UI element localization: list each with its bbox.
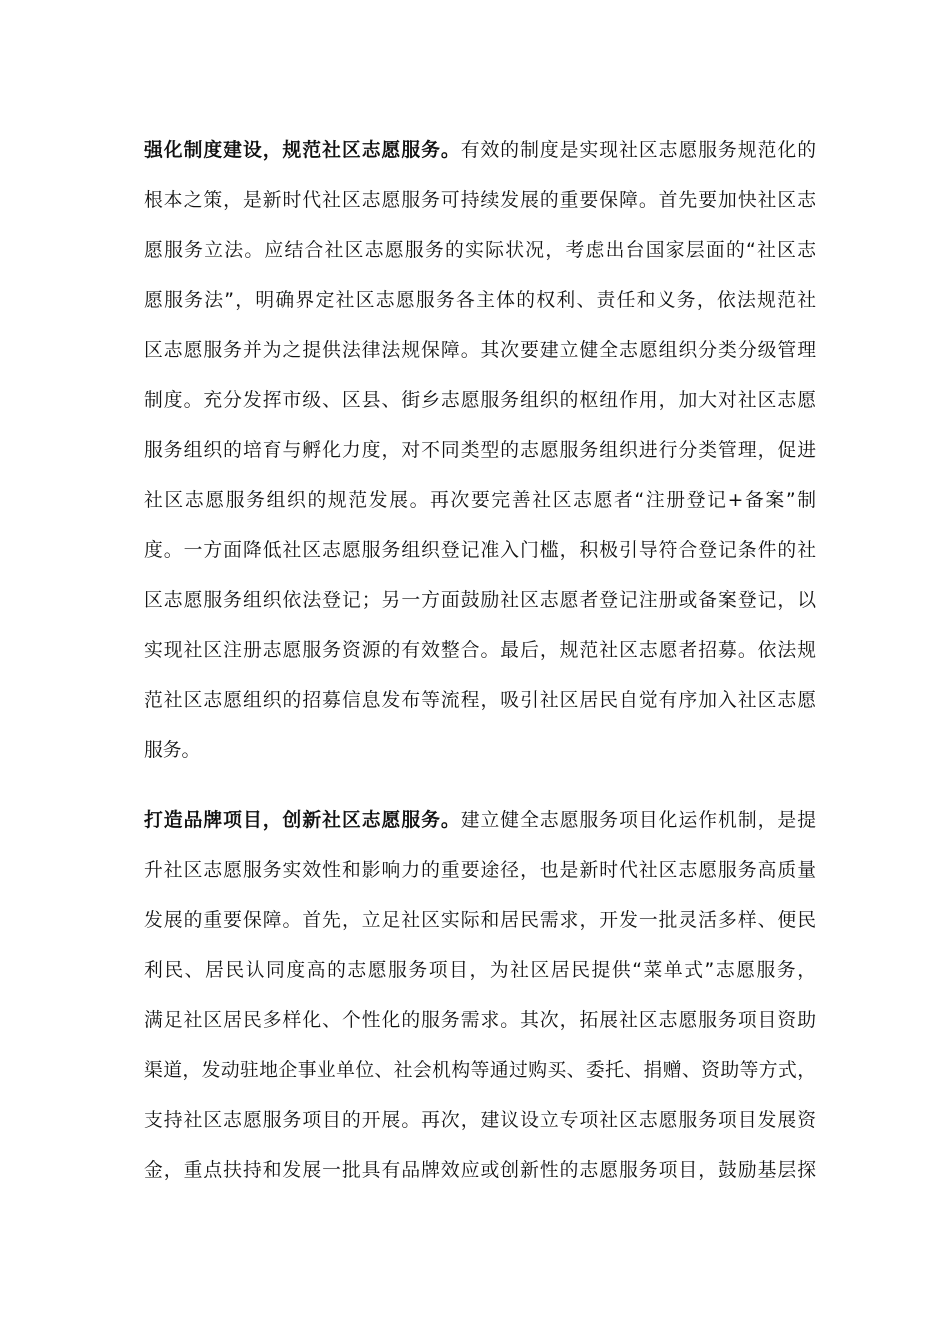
paragraph-line: 满足社区居民多样化、个性化的服务需求。其次，拓展社区志愿服务项目资助 xyxy=(144,1010,816,1031)
paragraph-line: 实现社区注册志愿服务资源的有效整合。最后，规范社区志愿者招募。依法规 xyxy=(144,640,816,661)
paragraph-line: 根本之策，是新时代社区志愿服务可持续发展的重要保障。首先要加快社区志 xyxy=(144,190,816,211)
paragraph-line: 度。一方面降低社区志愿服务组织登记准入门槛，积极引导符合登记条件的社 xyxy=(144,540,816,561)
paragraph-line: 区志愿服务并为之提供法律法规保障。其次要建立健全志愿组织分类分级管理 xyxy=(144,340,816,361)
paragraph-heading: 打造品牌项目，创新社区志愿服务。 xyxy=(144,810,461,831)
paragraph-text: 建立健全志愿服务项目化运作机制，是提 xyxy=(460,810,817,831)
paragraph-last-line: 服务。 xyxy=(144,740,201,761)
paragraph-line: 利民、居民认同度高的志愿服务项目，为社区居民提供“菜单式”志愿服务， xyxy=(144,960,816,981)
paragraph-heading: 强化制度建设，规范社区志愿服务。 xyxy=(144,140,461,161)
paragraph-institutional-building xyxy=(144,126,816,776)
paragraph-line: 支持社区志愿服务项目的开展。再次，建议设立专项社区志愿服务项目发展资 xyxy=(144,1110,816,1131)
paragraph-line: 愿服务法”，明确界定社区志愿服务各主体的权利、责任和义务，依法规范社 xyxy=(144,290,816,311)
paragraph-line: 制度。充分发挥市级、区县、街乡志愿服务组织的枢纽作用，加大对社区志愿 xyxy=(144,390,816,411)
paragraph-line: 区志愿服务组织依法登记；另一方面鼓励社区志愿者登记注册或备案登记，以 xyxy=(144,590,816,611)
paragraph-first-line xyxy=(144,126,816,176)
paragraph-line: 金，重点扶持和发展一批具有品牌效应或创新性的志愿服务项目，鼓励基层探 xyxy=(144,1160,816,1181)
paragraph-line: 范社区志愿组织的招募信息发布等流程，吸引社区居民自觉有序加入社区志愿 xyxy=(144,690,816,711)
paragraph-first-line xyxy=(144,796,816,846)
paragraph-brand-projects xyxy=(144,796,816,1196)
paragraph-line: 渠道，发动驻地企事业单位、社会机构等通过购买、委托、捐赠、资助等方式， xyxy=(144,1060,816,1081)
paragraph-line: 服务组织的培育与孵化力度，对不同类型的志愿服务组织进行分类管理，促进 xyxy=(144,440,816,461)
paragraph-line: 社区志愿服务组织的规范发展。再次要完善社区志愿者“注册登记+备案”制 xyxy=(144,490,816,511)
paragraph-line: 升社区志愿服务实效性和影响力的重要途径，也是新时代社区志愿服务高质量 xyxy=(144,860,816,881)
paragraph-text: 有效的制度是实现社区志愿服务规范化的 xyxy=(460,140,817,161)
paragraph-line: 愿服务立法。应结合社区志愿服务的实际状况，考虑出台国家层面的“社区志 xyxy=(144,240,816,261)
paragraph-line: 发展的重要保障。首先，立足社区实际和居民需求，开发一批灵活多样、便民 xyxy=(144,910,816,931)
